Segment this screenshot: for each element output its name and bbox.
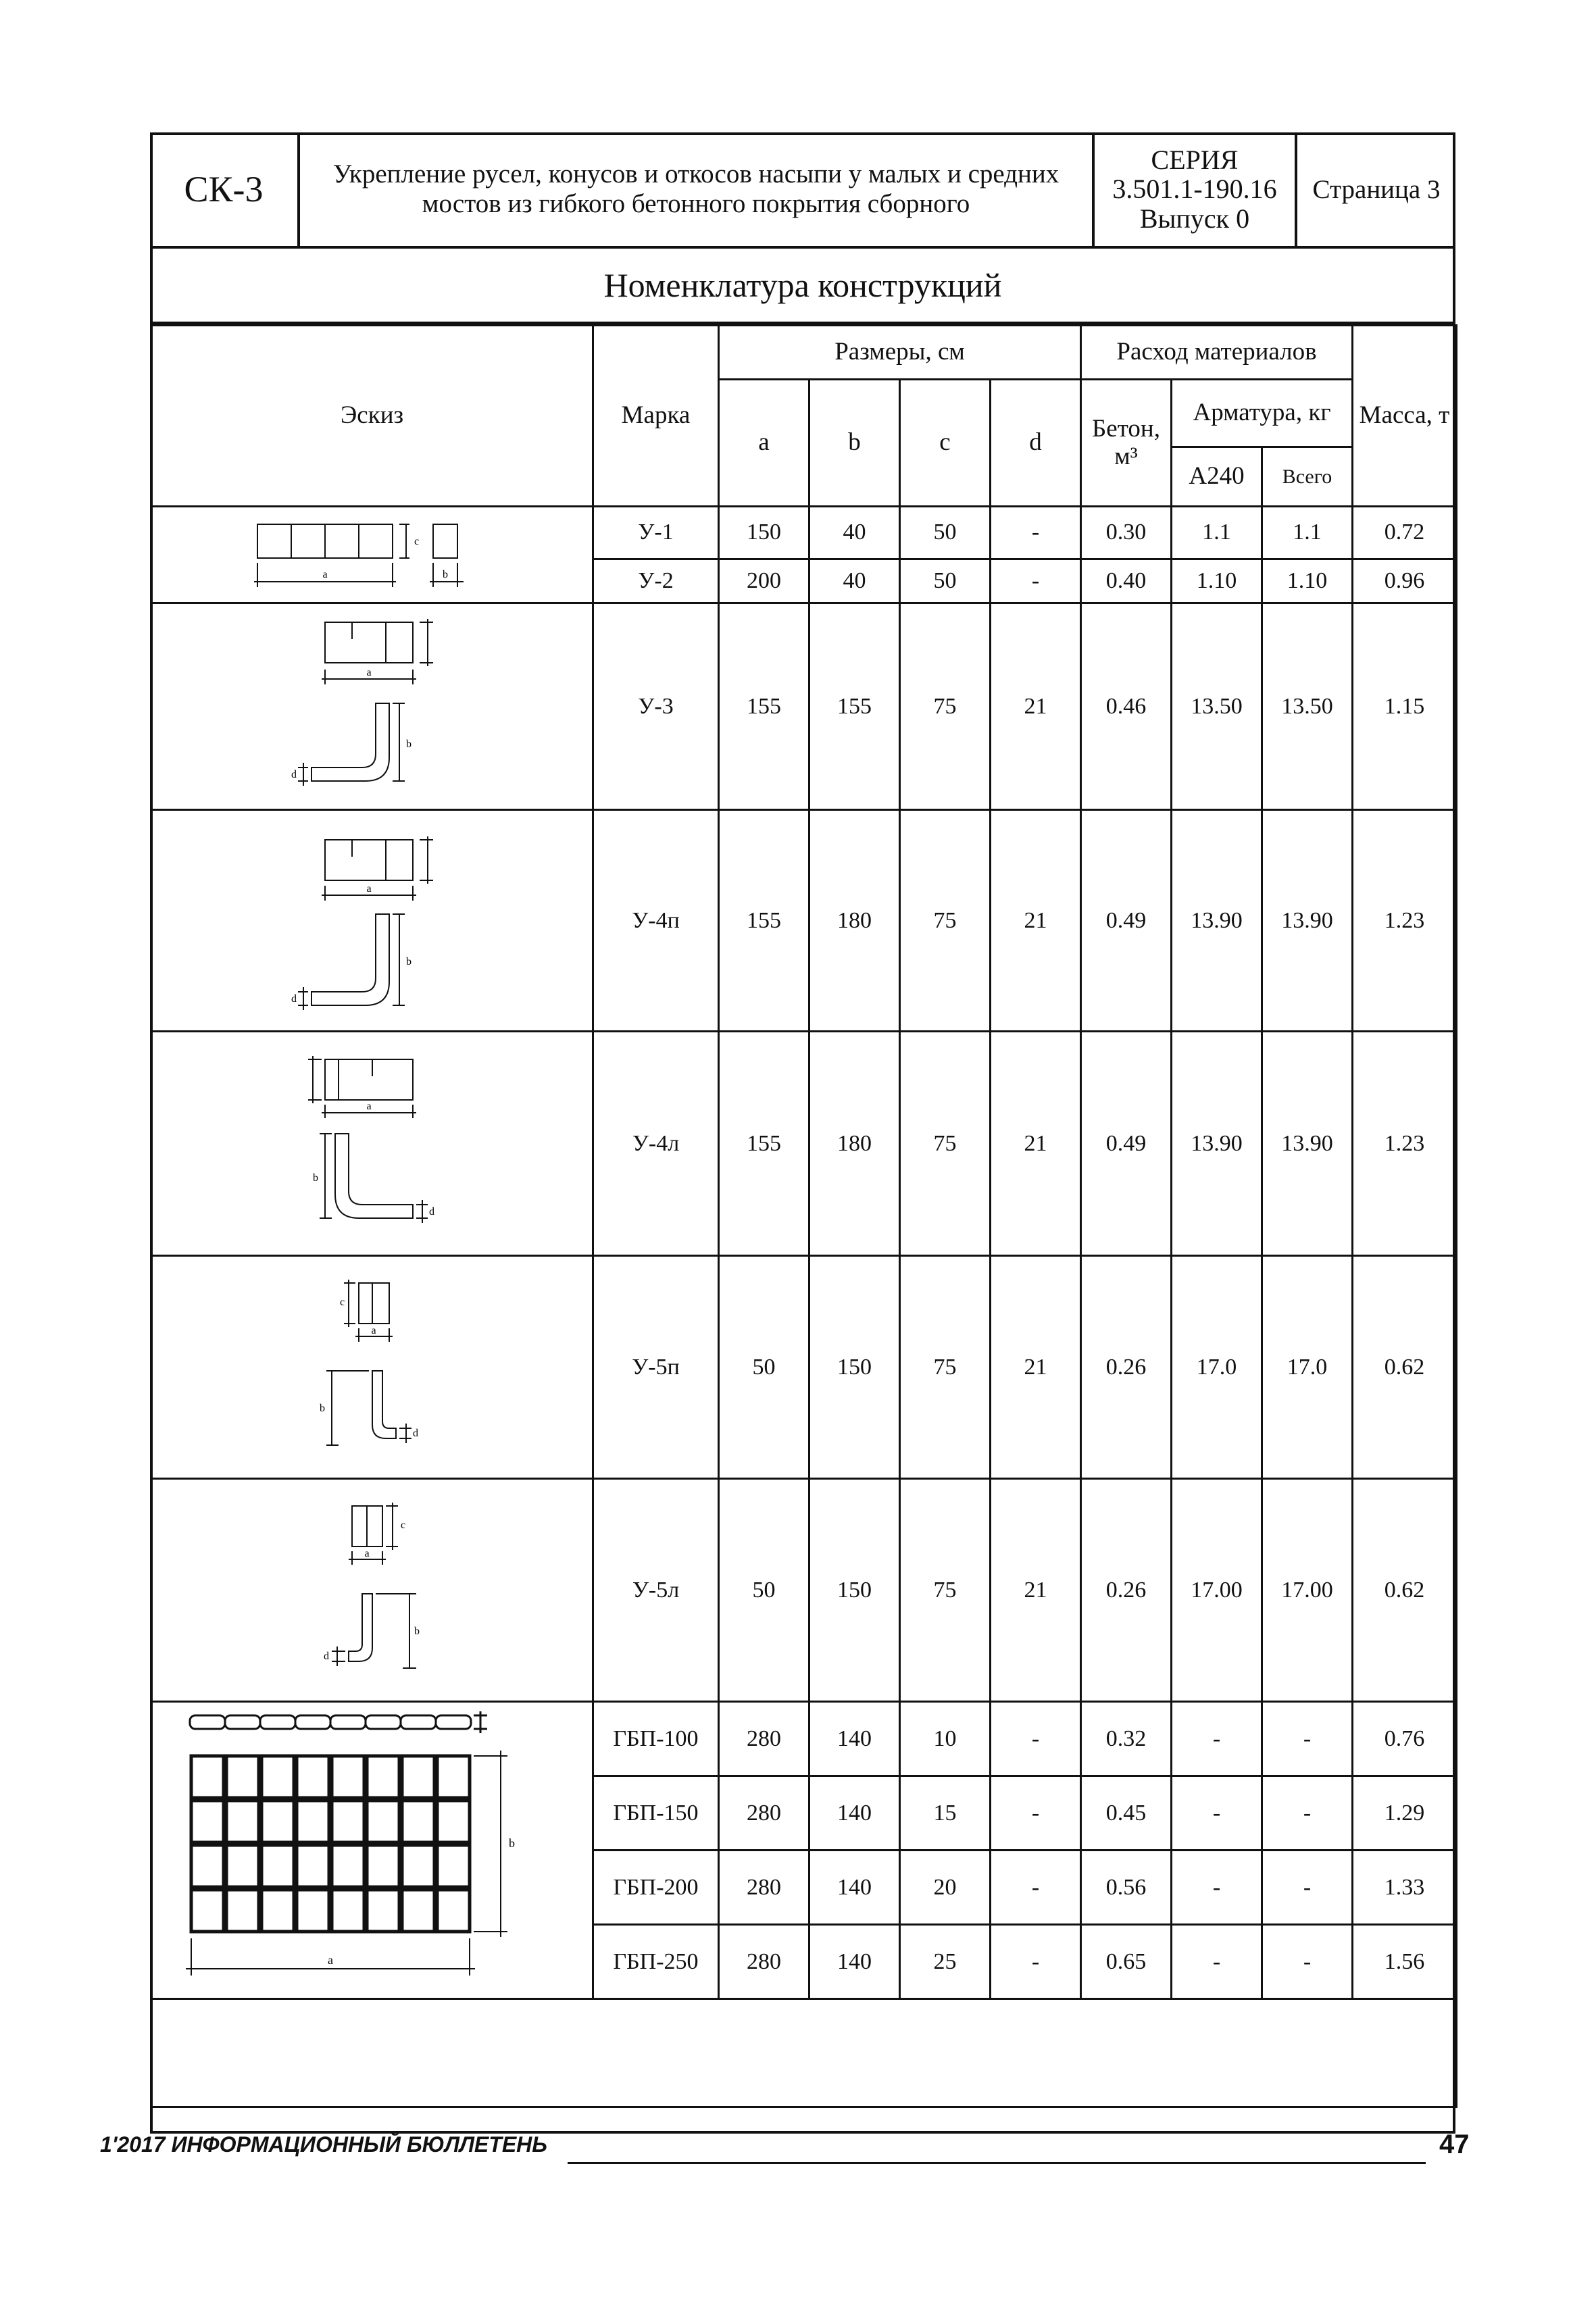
svg-text:d: d xyxy=(412,1427,418,1439)
svg-text:b: b xyxy=(319,1402,325,1414)
cell-total: 13.90 xyxy=(1262,810,1353,1032)
table-row xyxy=(151,507,1457,559)
svg-text:a: a xyxy=(366,882,372,895)
cell-mark: У-5л xyxy=(593,1479,719,1702)
cell-mark: У-4л xyxy=(593,1032,719,1256)
cell-a: 155 xyxy=(719,810,809,1032)
table-empty-row xyxy=(151,1999,1457,2107)
cell-c: 20 xyxy=(900,1851,991,1925)
header-sizes: Размеры, см xyxy=(719,326,1081,380)
cell-concrete: 0.30 xyxy=(1081,507,1172,559)
cell-total: 13.90 xyxy=(1262,1032,1353,1256)
cell-b: 155 xyxy=(809,603,900,810)
cell-mass: 0.96 xyxy=(1353,559,1457,603)
svg-text:a: a xyxy=(366,1100,372,1112)
header-mass: Масса, т xyxy=(1353,326,1457,507)
cell-c: 75 xyxy=(900,1256,991,1479)
cell-b: 140 xyxy=(809,1851,900,1925)
cell-mark: У-3 xyxy=(593,603,719,810)
sketch-gbp-mat xyxy=(183,1709,562,1992)
svg-text:b: b xyxy=(405,955,412,967)
cell-b: 40 xyxy=(809,559,900,603)
series-issue: Выпуск 0 xyxy=(1139,203,1250,234)
cell-mark: ГБП-150 xyxy=(593,1776,719,1851)
cell-concrete: 0.46 xyxy=(1081,603,1172,810)
nomenclature-table xyxy=(150,324,1457,2108)
cell-c: 15 xyxy=(900,1776,991,1851)
table-row xyxy=(151,810,1457,1032)
sketch-u5p xyxy=(284,1266,460,1469)
cell-a: 280 xyxy=(719,1851,809,1925)
cell-concrete: 0.65 xyxy=(1081,1925,1172,1999)
cell-concrete: 0.32 xyxy=(1081,1702,1172,1776)
cell-c: 50 xyxy=(900,559,991,603)
cell-a: 280 xyxy=(719,1702,809,1776)
cell-d: 21 xyxy=(991,1479,1081,1702)
header-concrete: Бетон, м³ xyxy=(1081,380,1172,507)
cell-total: - xyxy=(1262,1702,1353,1776)
footer-page-number: 47 xyxy=(1439,2130,1470,2159)
cell-d: 21 xyxy=(991,810,1081,1032)
cell-a240: 17.0 xyxy=(1172,1256,1262,1479)
document-description: Укрепление русел, конусов и откосов насыпи у малых и средних мостов из гибкого бетонного покрытия сборного xyxy=(300,132,1095,246)
sketch-block-u5l xyxy=(151,1479,593,1702)
sketch-u5l xyxy=(284,1489,460,1692)
series-number: 3.501.1-190.16 xyxy=(1112,174,1277,205)
cell-mass: 1.33 xyxy=(1353,1851,1457,1925)
cell-concrete: 0.26 xyxy=(1081,1479,1172,1702)
cell-b: 180 xyxy=(809,810,900,1032)
document-code: СК-3 xyxy=(150,132,300,246)
header-rebar: Арматура, кг xyxy=(1172,380,1353,447)
cell-mass: 1.29 xyxy=(1353,1776,1457,1851)
sketch-block-u4l xyxy=(151,1032,593,1256)
series-label: СЕРИЯ xyxy=(1151,145,1239,176)
cell-a: 50 xyxy=(719,1256,809,1479)
svg-text:b: b xyxy=(414,1625,420,1637)
cell-b: 40 xyxy=(809,507,900,559)
svg-text:a: a xyxy=(370,1324,376,1336)
cell-a240: 13.50 xyxy=(1172,603,1262,810)
cell-c: 10 xyxy=(900,1702,991,1776)
svg-text:b: b xyxy=(312,1172,318,1184)
cell-d: - xyxy=(991,559,1081,603)
cell-a: 200 xyxy=(719,559,809,603)
cell-a240: - xyxy=(1172,1702,1262,1776)
cell-a: 155 xyxy=(719,603,809,810)
sketch-u3 xyxy=(271,609,474,805)
cell-concrete: 0.56 xyxy=(1081,1851,1172,1925)
cell-mass: 0.72 xyxy=(1353,507,1457,559)
footer-bulletin: 1'2017 ИНФОРМАЦИОННЫЙ БЮЛЛЕТЕНЬ xyxy=(100,2132,547,2157)
sketch-block-gbp xyxy=(151,1702,593,1999)
svg-text:b: b xyxy=(405,738,412,750)
cell-c: 50 xyxy=(900,507,991,559)
svg-text:b: b xyxy=(508,1836,515,1850)
cell-b: 180 xyxy=(809,1032,900,1256)
svg-text:d: d xyxy=(291,992,297,1005)
cell-a: 280 xyxy=(719,1776,809,1851)
sketch-block-u4p xyxy=(151,810,593,1032)
page-label: Страница 3 xyxy=(1312,174,1441,204)
cell-b: 140 xyxy=(809,1702,900,1776)
svg-text:a: a xyxy=(322,569,328,580)
cell-a: 280 xyxy=(719,1925,809,1999)
cell-a240: 1.10 xyxy=(1172,559,1262,603)
cell-mass: 1.56 xyxy=(1353,1925,1457,1999)
cell-c: 75 xyxy=(900,1032,991,1256)
cell-mark: У-4п xyxy=(593,810,719,1032)
title-stamp xyxy=(150,132,1455,249)
cell-mass: 1.23 xyxy=(1353,1032,1457,1256)
cell-c: 75 xyxy=(900,1479,991,1702)
sketch-u4l xyxy=(271,1042,474,1245)
cell-total: 1.10 xyxy=(1262,559,1353,603)
cell-a240: 1.1 xyxy=(1172,507,1262,559)
cell-a240: - xyxy=(1172,1776,1262,1851)
cell-concrete: 0.26 xyxy=(1081,1256,1172,1479)
cell-mass: 0.62 xyxy=(1353,1479,1457,1702)
cell-concrete: 0.45 xyxy=(1081,1776,1172,1851)
svg-text:a: a xyxy=(364,1547,370,1559)
footer-rule xyxy=(568,2162,1426,2164)
cell-a240: 13.90 xyxy=(1172,810,1262,1032)
cell-b: 140 xyxy=(809,1925,900,1999)
cell-total: 17.00 xyxy=(1262,1479,1353,1702)
svg-text:c: c xyxy=(339,1296,345,1308)
cell-c: 75 xyxy=(900,603,991,810)
cell-total: - xyxy=(1262,1925,1353,1999)
cell-a240: - xyxy=(1172,1851,1262,1925)
header-total: Всего xyxy=(1262,447,1353,507)
cell-mark: ГБП-200 xyxy=(593,1851,719,1925)
cell-d: 21 xyxy=(991,603,1081,810)
cell-c: 75 xyxy=(900,810,991,1032)
cell-a: 50 xyxy=(719,1479,809,1702)
sketch-block-u3 xyxy=(151,603,593,810)
svg-text:c: c xyxy=(400,1519,405,1531)
header-materials: Расход материалов xyxy=(1081,326,1353,380)
cell-concrete: 0.40 xyxy=(1081,559,1172,603)
header-a: a xyxy=(719,380,809,507)
svg-text:c: c xyxy=(414,536,419,547)
header-d: d xyxy=(991,380,1081,507)
cell-concrete: 0.49 xyxy=(1081,1032,1172,1256)
cell-mark: У-2 xyxy=(593,559,719,603)
cell-b: 140 xyxy=(809,1776,900,1851)
cell-d: 21 xyxy=(991,1256,1081,1479)
cell-d: - xyxy=(991,1925,1081,1999)
svg-text:d: d xyxy=(428,1205,434,1217)
cell-total: - xyxy=(1262,1776,1353,1851)
cell-a240: - xyxy=(1172,1925,1262,1999)
cell-mass: 1.15 xyxy=(1353,603,1457,810)
table-row xyxy=(151,1479,1457,1702)
cell-a240: 17.00 xyxy=(1172,1479,1262,1702)
cell-d: - xyxy=(991,507,1081,559)
cell-a: 150 xyxy=(719,507,809,559)
cell-d: - xyxy=(991,1776,1081,1851)
cell-mass: 1.23 xyxy=(1353,810,1457,1032)
table-row xyxy=(151,603,1457,810)
sketch-u4p xyxy=(271,820,474,1022)
table-row xyxy=(151,1032,1457,1256)
cell-mark: ГБП-100 xyxy=(593,1702,719,1776)
cell-a: 155 xyxy=(719,1032,809,1256)
empty-cell xyxy=(151,1999,1457,2107)
cell-c: 25 xyxy=(900,1925,991,1999)
cell-d: - xyxy=(991,1851,1081,1925)
svg-text:a: a xyxy=(366,666,372,678)
series-block xyxy=(1095,132,1297,246)
cell-mass: 0.62 xyxy=(1353,1256,1457,1479)
sketch-block-u5p xyxy=(151,1256,593,1479)
table-heading: Номенклатура конструкций xyxy=(150,249,1455,324)
svg-text:d: d xyxy=(323,1650,329,1662)
svg-text:a: a xyxy=(327,1953,333,1967)
cell-mark: У-5п xyxy=(593,1256,719,1479)
cell-total: 1.1 xyxy=(1262,507,1353,559)
cell-d: - xyxy=(991,1702,1081,1776)
sketch-block-u1-u2 xyxy=(151,507,593,603)
cell-a240: 13.90 xyxy=(1172,1032,1262,1256)
header-a240: А240 xyxy=(1172,447,1262,507)
table-row xyxy=(151,1702,1457,1776)
cell-b: 150 xyxy=(809,1256,900,1479)
mat-profile xyxy=(190,1715,471,1729)
cell-total: 17.0 xyxy=(1262,1256,1353,1479)
cell-mass: 0.76 xyxy=(1353,1702,1457,1776)
svg-text:d: d xyxy=(291,768,297,780)
cell-mark: У-1 xyxy=(593,507,719,559)
cell-concrete: 0.49 xyxy=(1081,810,1172,1032)
cell-mark: ГБП-250 xyxy=(593,1925,719,1999)
cell-b: 150 xyxy=(809,1479,900,1702)
header-sketch: Эскиз xyxy=(151,326,593,507)
cell-total: 13.50 xyxy=(1262,603,1353,810)
cell-total: - xyxy=(1262,1851,1353,1925)
header-c: c xyxy=(900,380,991,507)
sketch-u1-u2 xyxy=(237,507,507,602)
cell-d: 21 xyxy=(991,1032,1081,1256)
header-mark: Марка xyxy=(593,326,719,507)
mat-grid xyxy=(191,1756,470,1932)
table-row xyxy=(151,1256,1457,1479)
header-b: b xyxy=(809,380,900,507)
svg-text:b: b xyxy=(442,569,448,580)
